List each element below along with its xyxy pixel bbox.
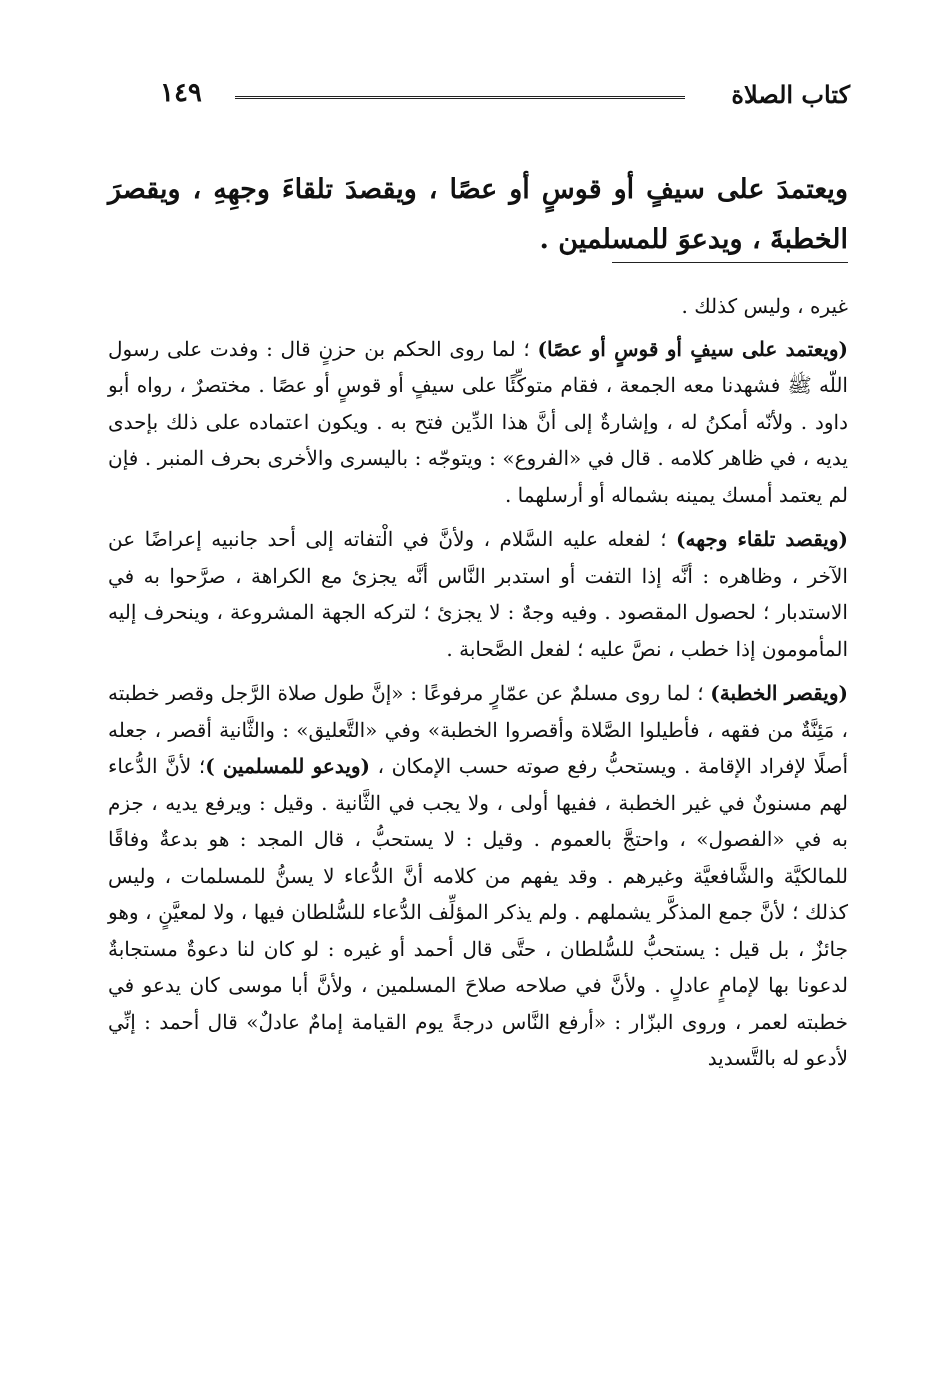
lemma: (ويقصر الخطبة) (710, 681, 848, 705)
matn-separator-rule (612, 262, 848, 263)
commentary-text: ؛ لما روى الحكم بن حزنٍ قال : وفدت على رسول اللّه ﷺ فشهدنا معه الجمعة ، فقام متوكِّئًا على سيفٍ أو قوسٍ أو عصًا . مختصرٌ ، رواه أبو داود . ولأنّه أمكنُ له ، وإشارةٌ إلى أنَّ هذا الدِّين فتح به . ويكون اعتماده على ذلك بإحدى يديه ، في ظاهر كلامه . قال في «الفروع» : ويتوجّه : باليسرى والأخرى بحرف المنبر . فإن لم يعتمد أمسك يمينه بشماله أو أرسلهما . (108, 336, 848, 507)
commentary-paragraph (108, 521, 848, 667)
commentary-text: ؛ لما روى مسلمٌ عن عمّارٍ مرفوعًا : «إنَّ طول صلاة الرَّجل وقصر خطبته ، مَئِنَّةٌ من فقهه ، فأطيلوا الصَّلاة وأقصروا الخطبة» وفي «التَّعليق» : والثَّانية أقصر ، جعله أصلًا لإفراد الإقامة . ويستحبُّ رفع صوته حسب الإمكان ، (108, 681, 849, 778)
header-rule (235, 96, 685, 101)
commentary-paragraph (108, 288, 848, 325)
commentary-text: ؛ لفعله عليه السَّلام ، ولأنَّ في الْتفاته إلى أحد جانبيه إعراضًا عن الآخر ، وظاهره : أنَّه إذا التفت أو استدبر النَّاس أنَّه يجزئ مع الكراهة ، صرَّحوا به في الاستدبار ؛ لحصول المقصود . وفيه وجهٌ : لا يجزئ ؛ لتركه الجهة المشروعة ، وينحرف إليه المأمومون إذا خطب ، نصَّ عليه ؛ لفعل الصَّحابة . (108, 527, 848, 661)
commentary-text: غيره ، وليس كذلك . (681, 294, 848, 318)
lemma: (ويعتمد على سيفٍ أو قوسٍ أو عصًا) (537, 336, 849, 361)
commentary (108, 288, 848, 1085)
page-header (150, 78, 850, 114)
commentary-text: ؛ لأنَّ الدُّعاء لهم مسنونٌ في غير الخطبة ، ففيها أولى ، ولا يجب في الثَّانية . وقيل : ويرفع يديه ، جزم به في «الفصول» ، واحتجَّ بالعموم . وقيل : لا يستحبُّ ، قال المجد : هو بدعةٌ وفاقًا للمالكيَّة والشَّافعيَّة وغيرهم . وقد يفهم من كلامه أنَّ الدُّعاء لا يسنُّ للمسلمات ، وليس كذلك ؛ لأنَّ جمع المذكَّر يشملهم . ولم يذكر المؤلِّف الدُّعاء للسُّلطان فيها ، ولا لمعيَّنٍ ، وهو جائزٌ ، بل قيل : يستحبُّ للسُّلطان ، حتَّى قال أحمد أو غيره : لو كان لنا دعوةٌ مستجابةٌ لدعونا بها لإمامٍ عادلٍ . ولأنَّ في صلاحه صلاحَ المسلمين ، ولأنَّ أبا موسى كان يدعو في خطبته لعمر ، وروى البزّار : «أرفع النَّاس درجةً يوم القيامة إمامٌ عادلٌ» قال أحمد : إنِّي لأدعو له بالتَّسديد (108, 754, 848, 1070)
lemma: (ويدعو للمسلمين ) (205, 754, 371, 778)
commentary-paragraph (108, 331, 848, 514)
commentary-paragraph (108, 675, 848, 1077)
running-title: كتاب الصلاة (731, 80, 850, 109)
page-number: ١٤٩ (160, 78, 202, 108)
lemma: (ويقصد تلقاء وجهه) (676, 527, 848, 551)
matn-text: ويعتمدَ على سيفٍ أو قوسٍ أو عصًا ، ويقصدَ تلقاءَ وجهِهِ ، ويقصرَ الخطبةَ ، ويدعوَ للمسلمين . (108, 174, 848, 255)
